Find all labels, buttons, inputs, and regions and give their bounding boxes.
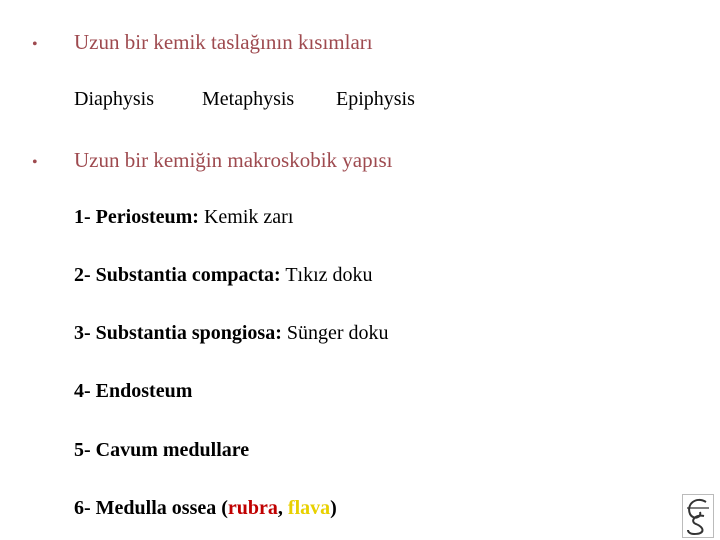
part-diaphysis: Diaphysis	[74, 88, 154, 110]
item-number: 4-	[74, 380, 91, 402]
item-term: Substantia spongiosa:	[95, 322, 282, 344]
part-metaphysis: Metaphysis	[202, 88, 295, 110]
item-number: 6-	[74, 497, 91, 519]
structure-item-medulla	[74, 497, 337, 520]
structure-item-cavum	[74, 439, 249, 462]
bullet-heading-parts	[32, 30, 373, 55]
item-term: Endosteum	[95, 380, 193, 402]
item-term: Medulla ossea	[95, 497, 217, 519]
cs-monogram-logo-icon	[682, 494, 714, 538]
item-term: Periosteum:	[95, 206, 199, 228]
part-epiphysis: Epiphysis	[336, 88, 415, 110]
medulla-flava: flava	[287, 497, 331, 519]
structure-item-spongiosa	[74, 322, 389, 345]
bone-parts-row	[74, 88, 415, 111]
item-number: 2-	[74, 264, 91, 286]
item-term: Substantia compacta:	[95, 264, 281, 286]
item-number: 1-	[74, 206, 91, 228]
paren-close: )	[330, 497, 337, 519]
item-desc: Tıkız doku	[285, 264, 373, 286]
item-number: 5-	[74, 439, 91, 461]
item-term: Cavum medullare	[95, 439, 250, 461]
bullet-heading-structure	[32, 148, 392, 173]
item-number: 3-	[74, 322, 91, 344]
item-desc: Kemik zarı	[203, 206, 294, 228]
bullet-dot: •	[32, 36, 38, 53]
bullet-text: Uzun bir kemik taslağının kısımları	[74, 30, 373, 54]
bullet-text: Uzun bir kemiğin makroskobik yapısı	[74, 148, 393, 172]
item-desc: Sünger doku	[286, 322, 389, 344]
bullet-dot: •	[32, 154, 38, 171]
medulla-rubra: rubra	[227, 497, 278, 519]
structure-item-compacta	[74, 264, 373, 287]
comma: ,	[277, 497, 283, 519]
structure-item-periosteum	[74, 206, 293, 229]
paren-open: (	[221, 497, 228, 519]
structure-item-endosteum	[74, 380, 192, 403]
